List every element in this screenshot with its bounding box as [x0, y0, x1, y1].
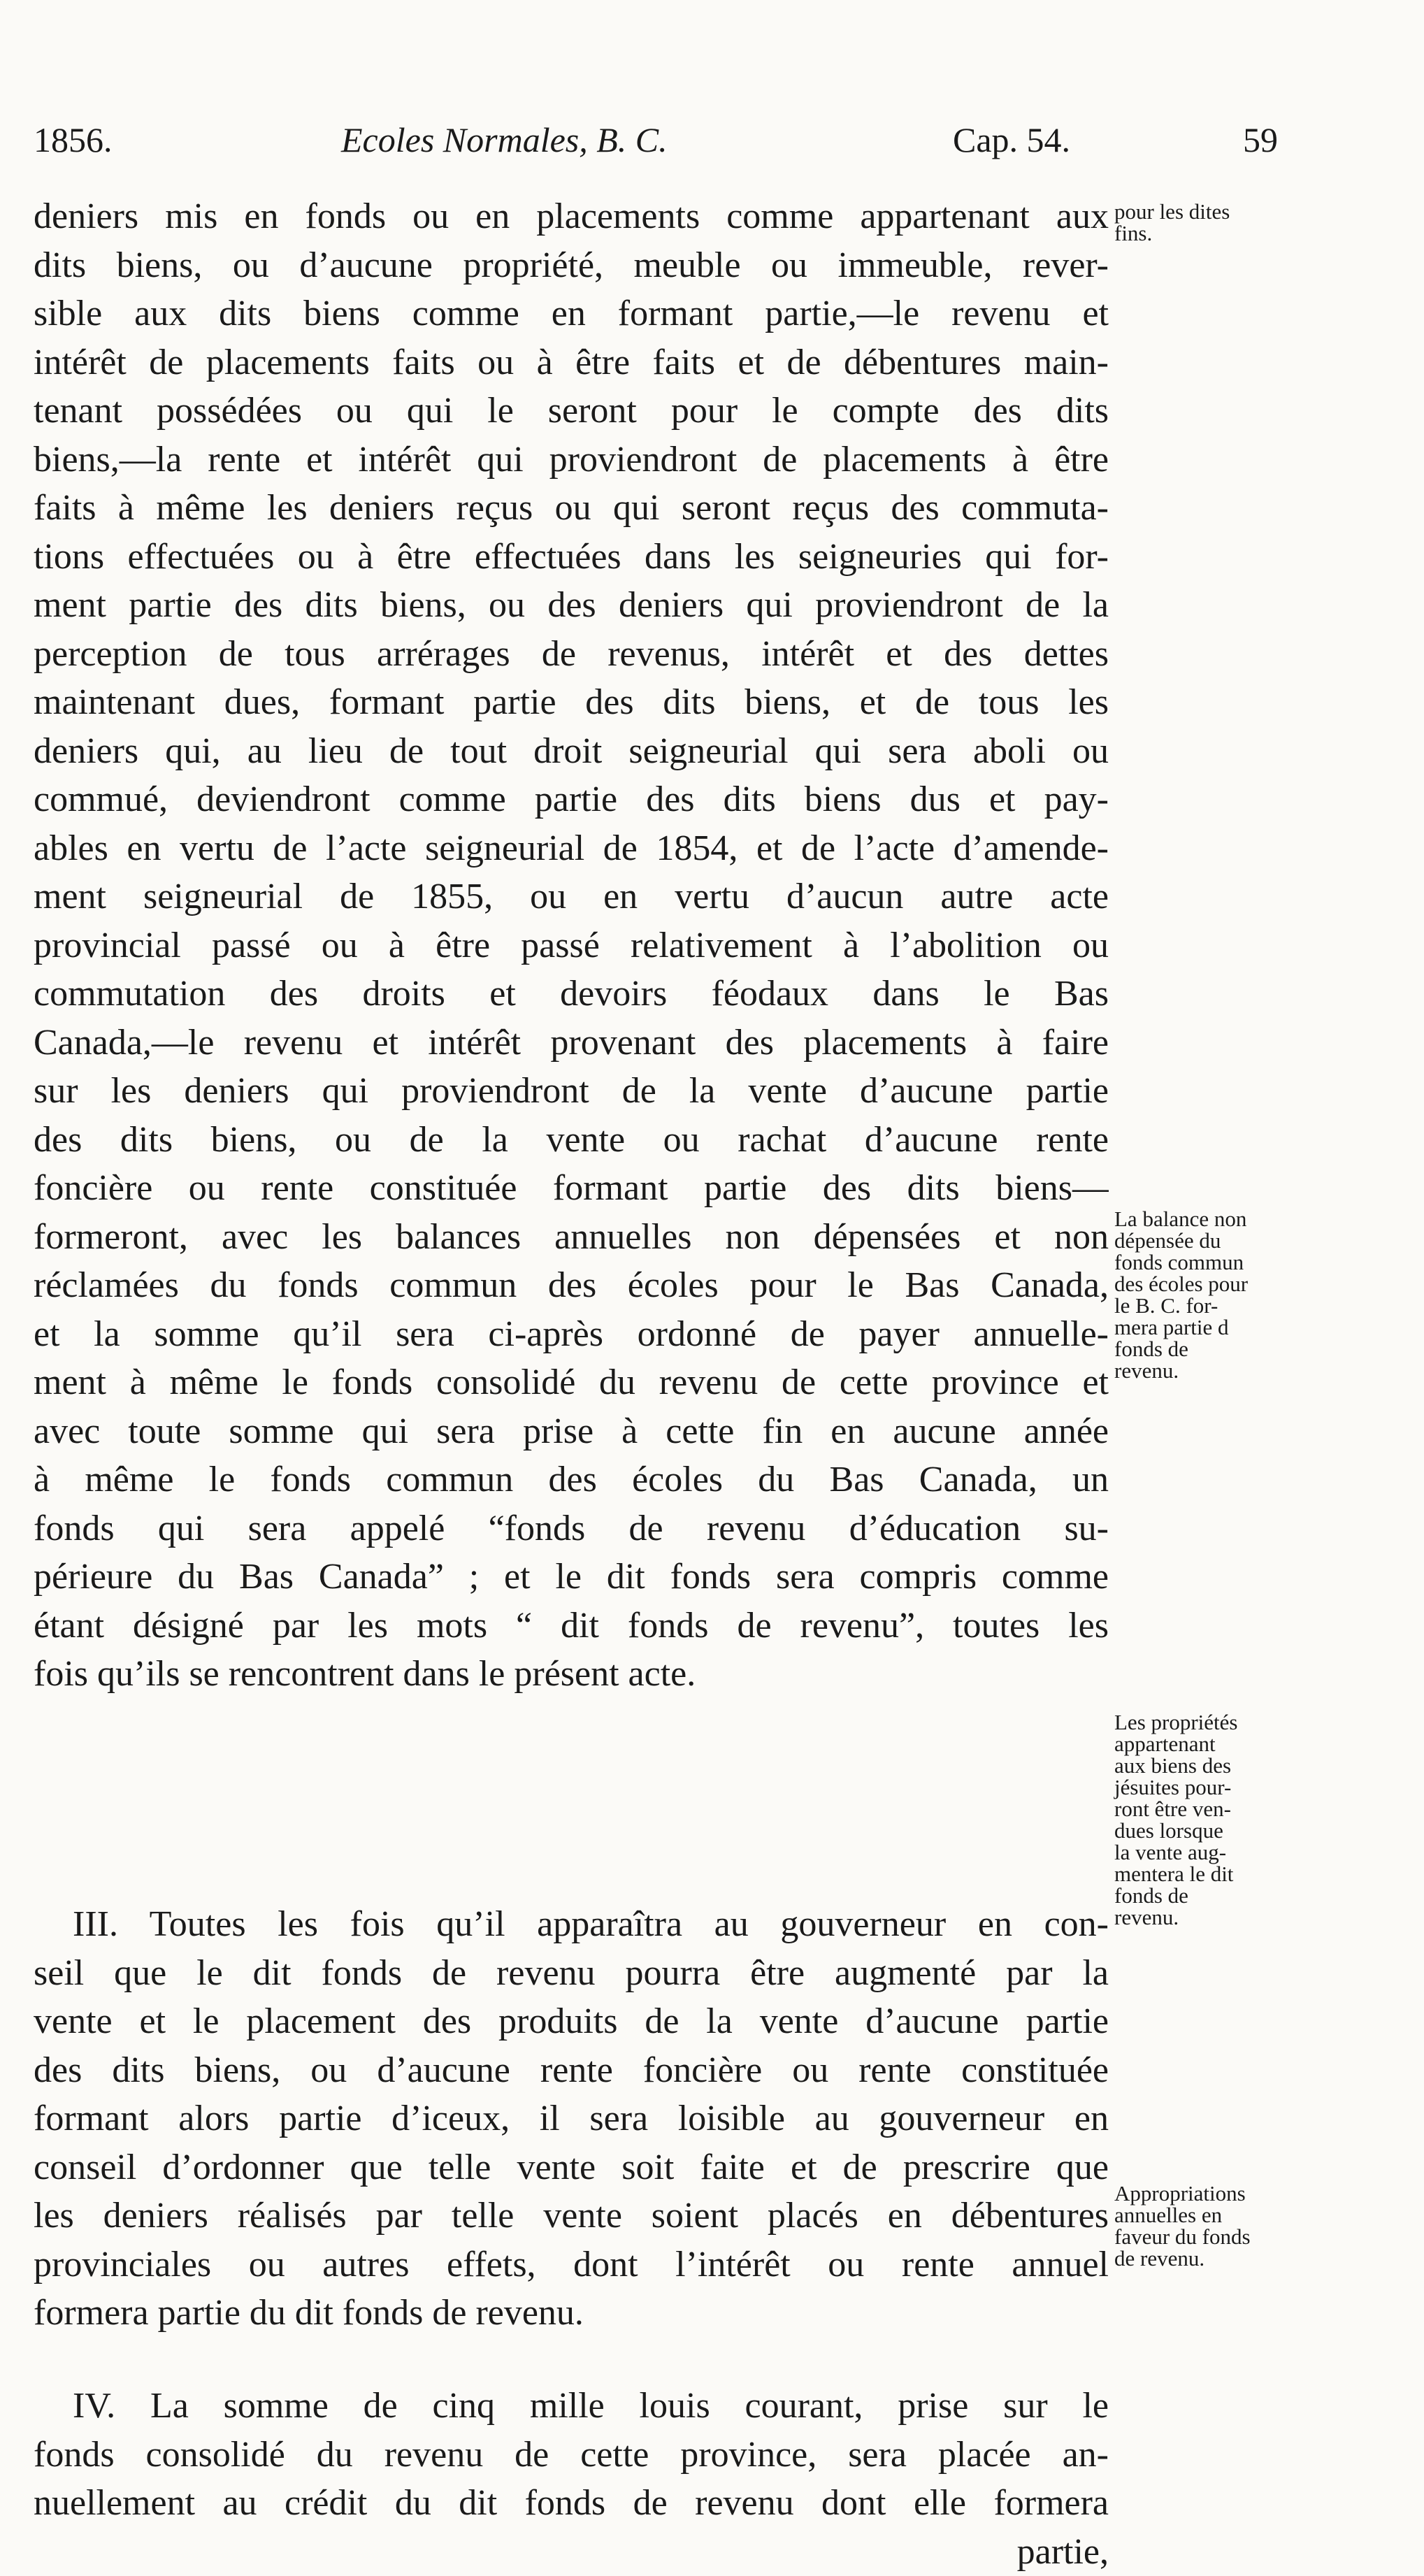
text-line: dits biens, ou d’aucune propriété, meuble ou immeuble, rever-	[34, 241, 1109, 290]
text-line: périeure du Bas Canada” ; et le dit fonds sera compris comme	[34, 1553, 1109, 1602]
margin-note-line: revenu.	[1114, 1906, 1317, 1928]
paragraph-section-iv	[34, 2382, 1109, 2576]
margin-note-line: pour les dites	[1114, 201, 1317, 222]
margin-note-line: la vente aug-	[1114, 1841, 1317, 1863]
text-line: tenant possédées ou qui le seront pour le compte des dits	[34, 387, 1109, 436]
text-line: commué, deviendront comme partie des dits biens dus et pay-	[34, 775, 1109, 824]
text-line: ment seigneurial de 1855, ou en vertu d’aucun autre acte	[34, 872, 1109, 921]
margin-note-pour-les-dites-fins	[1114, 201, 1317, 244]
margin-note-balance-non-depensee	[1114, 1208, 1317, 1381]
paragraph-section-iii	[34, 1900, 1109, 2338]
margin-note-line: le B. C. for-	[1114, 1295, 1317, 1316]
margin-note-line: fonds de	[1114, 1338, 1317, 1360]
margin-note-line: faveur du fonds	[1114, 2226, 1317, 2247]
text-line: seil que le dit fonds de revenu pourra être augmenté par la	[34, 1949, 1109, 1998]
text-line: des dits biens, ou de la vente ou rachat d’aucune rente	[34, 1116, 1109, 1165]
text-line: III. Toutes les fois qu’il apparaîtra au gouverneur en con-	[34, 1900, 1109, 1949]
margin-note-proprietes-jesuites	[1114, 1711, 1317, 1928]
text-line: formant alors partie d’iceux, il sera loisible au gouverneur en	[34, 2094, 1109, 2143]
text-line: sur les deniers qui proviendront de la vente d’aucune partie	[34, 1067, 1109, 1116]
text-line: tions effectuées ou à être effectuées dans les seigneuries qui for-	[34, 533, 1109, 582]
margin-note-line: des écoles pour	[1114, 1273, 1317, 1295]
text-line: avec toute somme qui sera prise à cette fin en aucune année	[34, 1407, 1109, 1456]
text-line: formera partie du dit fonds de revenu.	[34, 2289, 1109, 2338]
text-line: sible aux dits biens comme en formant partie,—le revenu et	[34, 289, 1109, 338]
page-number: 59	[1243, 112, 1278, 168]
text-line: Canada,—le revenu et intérêt provenant des placements à faire	[34, 1019, 1109, 1067]
margin-note-line: mentera le dit	[1114, 1863, 1317, 1885]
text-line: vente et le placement des produits de la vente d’aucune partie	[34, 1997, 1109, 2046]
margin-note-line: Appropriations	[1114, 2182, 1317, 2204]
text-line: intérêt de placements faits ou à être faits et de débentures main-	[34, 338, 1109, 387]
text-line: étant désigné par les mots “ dit fonds de revenu”, toutes les	[34, 1602, 1109, 1650]
margin-note-line: revenu.	[1114, 1360, 1317, 1381]
text-line: ables en vertu de l’acte seigneurial de 1854, et de l’acte d’amende-	[34, 824, 1109, 873]
text-line: conseil d’ordonner que telle vente soit faite et de prescrire que	[34, 2143, 1109, 2192]
text-line: des dits biens, ou d’aucune rente foncière ou rente constituée	[34, 2046, 1109, 2095]
margin-note-line: fonds commun	[1114, 1251, 1317, 1273]
text-line: ment à même le fonds consolidé du revenu de cette province et	[34, 1358, 1109, 1407]
margin-note-line: annuelles en	[1114, 2204, 1317, 2226]
text-line: maintenant dues, formant partie des dits biens, et de tous les	[34, 678, 1109, 727]
margin-note-line: jésuites pour-	[1114, 1776, 1317, 1798]
margin-note-line: appartenant	[1114, 1733, 1317, 1755]
text-line: à même le fonds commun des écoles du Bas Canada, un	[34, 1455, 1109, 1504]
text-line: commutation des droits et devoirs féodaux dans le Bas	[34, 970, 1109, 1019]
text-line: foncière ou rente constituée formant partie des dits biens—	[34, 1164, 1109, 1213]
header-title: Ecoles Normales, B. C.	[341, 112, 668, 168]
text-line: IV. La somme de cinq mille louis courant, prise sur le	[34, 2382, 1109, 2431]
text-line: fois qu’ils se rencontrent dans le présent acte.	[34, 1650, 1109, 1699]
margin-note-line: La balance non	[1114, 1208, 1317, 1230]
margin-note-line: dépensée du	[1114, 1230, 1317, 1251]
margin-note-line: Les propriétés	[1114, 1711, 1317, 1733]
margin-note-line: aux biens des	[1114, 1755, 1317, 1776]
text-line: faits à même les deniers reçus ou qui seront reçus des commuta-	[34, 484, 1109, 533]
margin-note-line: ront être ven-	[1114, 1798, 1317, 1820]
text-line: fonds consolidé du revenu de cette province, sera placée an-	[34, 2431, 1109, 2480]
header-chapter: Cap. 54.	[953, 112, 1070, 168]
margin-note-line: dues lorsque	[1114, 1820, 1317, 1841]
text-line: provincial passé ou à être passé relativement à l’abolition ou	[34, 921, 1109, 970]
running-header	[34, 112, 1306, 168]
text-line: deniers mis en fonds ou en placements comme appartenant aux	[34, 192, 1109, 241]
text-line: provinciales ou autres effets, dont l’intérêt ou rente annuel	[34, 2240, 1109, 2289]
text-line: formeront, avec les balances annuelles non dépensées et non	[34, 1213, 1109, 1262]
text-line: biens,—la rente et intérêt qui proviendront de placements à être	[34, 436, 1109, 484]
text-line: partie,	[34, 2528, 1109, 2576]
text-line: nuellement au crédit du dit fonds de revenu dont elle formera	[34, 2479, 1109, 2528]
text-line: deniers qui, au lieu de tout droit seigneurial qui sera aboli ou	[34, 727, 1109, 776]
margin-note-line: de revenu.	[1114, 2247, 1317, 2269]
text-line: ment partie des dits biens, ou des deniers qui proviendront de la	[34, 581, 1109, 630]
text-line: fonds qui sera appelé “fonds de revenu d’éducation su-	[34, 1504, 1109, 1553]
margin-note-appropriations	[1114, 2182, 1317, 2269]
text-line: réclamées du fonds commun des écoles pour le Bas Canada,	[34, 1261, 1109, 1310]
margin-note-line: fonds de	[1114, 1885, 1317, 1906]
margin-note-line: fins.	[1114, 222, 1317, 244]
text-line: les deniers réalisés par telle vente soient placés en débentures	[34, 2192, 1109, 2240]
margin-note-line: mera partie d	[1114, 1316, 1317, 1338]
text-line: et la somme qu’il sera ci-après ordonné de payer annuelle-	[34, 1310, 1109, 1359]
header-year: 1856.	[34, 112, 113, 168]
paragraph-continuation	[34, 192, 1109, 1699]
text-line: perception de tous arrérages de revenus, intérêt et des dettes	[34, 630, 1109, 679]
